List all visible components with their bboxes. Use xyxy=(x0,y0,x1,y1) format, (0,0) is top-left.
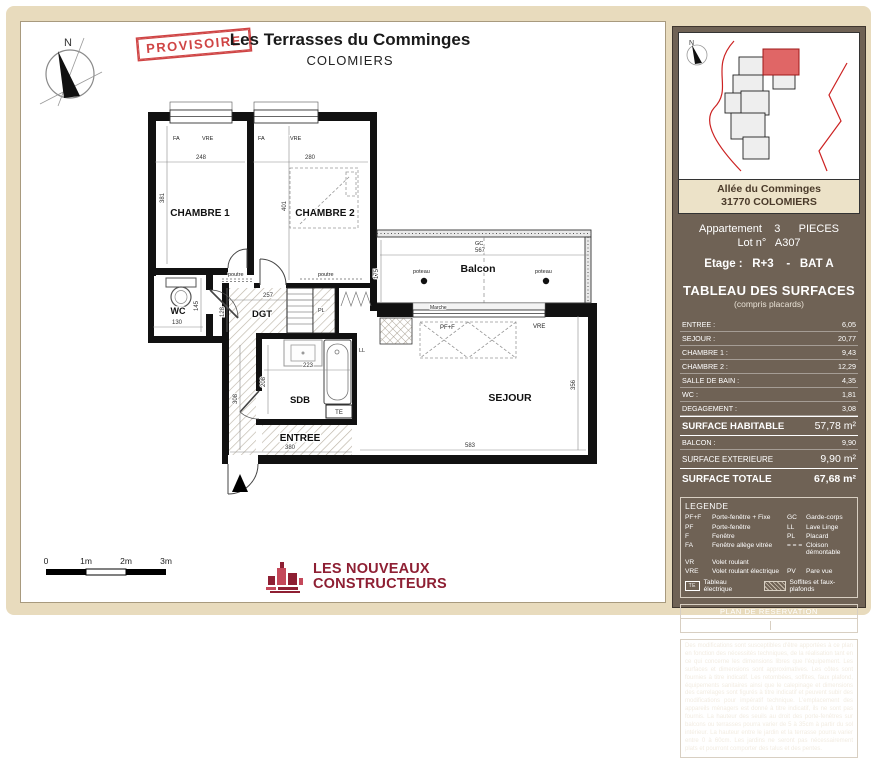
svg-text:308: 308 xyxy=(233,393,239,405)
svg-text:FA: FA xyxy=(258,136,265,142)
surface-row: BALCON : 9,90 xyxy=(680,436,858,450)
svg-text:401: 401 xyxy=(282,200,288,212)
poteau-dot xyxy=(543,278,549,284)
svg-text:poutre: poutre xyxy=(228,272,244,278)
entrance-arrow-icon xyxy=(232,474,248,492)
svg-text:280: 280 xyxy=(304,155,316,161)
toilet-icon xyxy=(166,278,196,307)
project-city: COLOMIERS xyxy=(306,53,394,68)
svg-text:130: 130 xyxy=(171,320,183,326)
legend-title: LEGENDE xyxy=(685,501,729,512)
surface-row: SEJOUR : 20,77 xyxy=(680,332,858,346)
builder-logo xyxy=(264,560,447,594)
legend-box xyxy=(680,497,858,598)
svg-text:poteau: poteau xyxy=(535,269,552,275)
address-line1: Allée du Comminges xyxy=(717,183,821,195)
svg-text:2m: 2m xyxy=(120,556,132,566)
svg-text:poteau: poteau xyxy=(413,269,430,275)
site-boundary xyxy=(819,63,847,171)
room-balcon: Balcon xyxy=(460,263,496,275)
svg-text:PL: PL xyxy=(318,308,325,314)
surface-row: CHAMBRE 2 : 12,29 xyxy=(680,360,858,374)
svg-text:175: 175 xyxy=(374,268,380,280)
svg-text:VRE: VRE xyxy=(533,324,546,330)
compass-icon xyxy=(28,24,110,110)
svg-text:PF+F: PF+F xyxy=(440,325,455,331)
svg-text:TE: TE xyxy=(335,410,343,416)
date-value: 31/01/2025 xyxy=(812,621,850,630)
shaft-placard xyxy=(287,288,371,333)
legend-bottom-row: TE Tableau électrique Soffites et faux-plafonds xyxy=(685,579,853,593)
room-chambre2: CHAMBRE 2 xyxy=(295,208,355,219)
location-map xyxy=(678,32,860,180)
soffite-zigzag xyxy=(341,292,371,306)
surfaces-table-subtitle: (compris placards) xyxy=(734,299,804,310)
info-panel xyxy=(672,26,866,752)
svg-text:0: 0 xyxy=(43,556,49,566)
room-sdb: SDB xyxy=(289,395,311,406)
surface-totale-row: SURFACE TOTALE 67,68 m² xyxy=(682,473,856,486)
svg-text:208: 208 xyxy=(261,376,267,388)
soffites-hatch-icon xyxy=(764,581,786,591)
svg-text:VRE: VRE xyxy=(290,136,302,142)
indice-value: A xyxy=(749,621,755,630)
reservation-title: PLAN DE RESERVATION xyxy=(681,605,857,619)
room-wc: WC xyxy=(170,306,186,316)
north-label: N xyxy=(64,37,72,49)
svg-text:567: 567 xyxy=(474,248,486,254)
lot-number: Lot n° A307 xyxy=(737,237,801,250)
date-label: DATE : xyxy=(770,621,812,630)
logo-line1: LES NOUVEAUX xyxy=(313,561,430,578)
svg-text:N: N xyxy=(689,40,695,47)
highlighted-unit xyxy=(763,49,799,75)
svg-text:1m: 1m xyxy=(80,556,92,566)
svg-text:FA: FA xyxy=(173,136,180,142)
reservation-row xyxy=(681,619,857,632)
svg-text:VRE: VRE xyxy=(202,136,214,142)
surface-habitable-row: SURFACE HABITABLE 57,78 m² xyxy=(680,416,858,436)
apartment-type: Appartement 3 PIECES xyxy=(698,223,839,236)
address-line2: 31770 COLOMIERS xyxy=(721,196,817,209)
svg-text:Marche: Marche xyxy=(430,305,447,311)
poteau-dot xyxy=(421,278,427,284)
surface-row: CHAMBRE 1 : 9,43 xyxy=(680,346,858,360)
room-dgt: DGT xyxy=(251,309,273,320)
svg-text:GC: GC xyxy=(475,241,484,247)
balcony-glazing xyxy=(413,310,545,317)
surface-row: SALLE DE BAIN : 4,35 xyxy=(680,374,858,388)
surface-row: WC : 1,81 xyxy=(680,388,858,402)
floor-plan xyxy=(130,90,670,535)
title-block xyxy=(200,30,500,68)
svg-text:380: 380 xyxy=(284,445,296,451)
bathtub-icon xyxy=(324,340,351,404)
floor-building: Etage : R+3 - BAT A xyxy=(704,258,834,271)
map-compass-icon xyxy=(687,40,707,65)
project-title: Les Terrasses du Comminges xyxy=(229,30,471,49)
surface-row: DEGAGEMENT : 3,08 xyxy=(680,402,858,416)
disclaimer-text: Des modifications sont susceptibles d'être apportées à ce plan en fonction des nécessités techniques, de la réalisation tant en ce qui concerne les dimensions libres que l'équipement. Les surfaces et dimensions sont approximatives. Les côtes sont fournies à titre indicatif. Les retombées, soffites, faux plafond, équipements sanitaires ainsi que le calepinage et dimensions des carrelages sont figurés à titre indicatif et peuvent subir des modifications pour impératif technique. L'emplacement des appareils ménagers est donné à titre indicatif, ils ne sont pas fournis. La hauteur des seuils au droit des porte-fenêtres sur balcons ou terrasses pourra varier de 5 à 35cm à partir du sol intérieur. La hauteur entre le jardin et la terrasse pourra varier entre 0 à 60cm. Les jardins ne seront pas nécessairement plats et pourront comporter des talus et des pentes. xyxy=(680,639,858,758)
kitchen-block xyxy=(380,318,412,344)
legend-grid: PF+F Porte-fenêtre + Fixe GC Garde-corps PF Porte-fenêtre LL Lave Linge F Fenêtre PL Placard FA Fenêtre allège vitrée = = = Cloison démontable VR Volet roulant VRE Volet roulant électrique PV Pare vue xyxy=(685,514,843,575)
surfaces-table-title: TABLEAU DES SURFACES xyxy=(683,283,855,299)
surface-exterieure-row: SURFACE EXTERIEURE 9,90 m² xyxy=(680,450,858,469)
svg-text:128: 128 xyxy=(220,306,226,318)
svg-text:356: 356 xyxy=(571,379,577,391)
svg-text:257: 257 xyxy=(262,293,274,299)
svg-text:LL: LL xyxy=(359,348,366,354)
room-entree: ENTREE xyxy=(279,433,321,444)
logo-line2: CONSTRUCTEURS xyxy=(313,576,447,592)
reservation-box xyxy=(680,604,858,633)
surfaces-table xyxy=(680,318,858,489)
svg-text:583: 583 xyxy=(464,443,476,449)
location-map-drawing xyxy=(679,33,859,177)
svg-text:381: 381 xyxy=(160,192,166,204)
surface-row: ENTREE : 6,05 xyxy=(680,318,858,332)
room-chambre1: CHAMBRE 1 xyxy=(170,208,230,219)
svg-text:145: 145 xyxy=(194,300,200,312)
room-sejour: SEJOUR xyxy=(488,392,532,404)
entrance-door-gap xyxy=(228,455,258,464)
svg-text:248: 248 xyxy=(195,155,207,161)
svg-text:223: 223 xyxy=(302,363,314,369)
scale-bar xyxy=(40,552,190,586)
electrical-panel-icon: TE xyxy=(685,581,700,591)
beam-lines xyxy=(222,279,362,282)
svg-text:poutre: poutre xyxy=(318,272,334,278)
indice-label: INDICE : xyxy=(684,621,714,630)
walls xyxy=(148,112,597,464)
provisoire-stamp: PROVISOIRE xyxy=(137,29,250,60)
electrical-box xyxy=(326,405,352,418)
project-address xyxy=(678,180,860,214)
svg-text:3m: 3m xyxy=(160,556,172,566)
builder-logo-icon xyxy=(264,560,306,594)
